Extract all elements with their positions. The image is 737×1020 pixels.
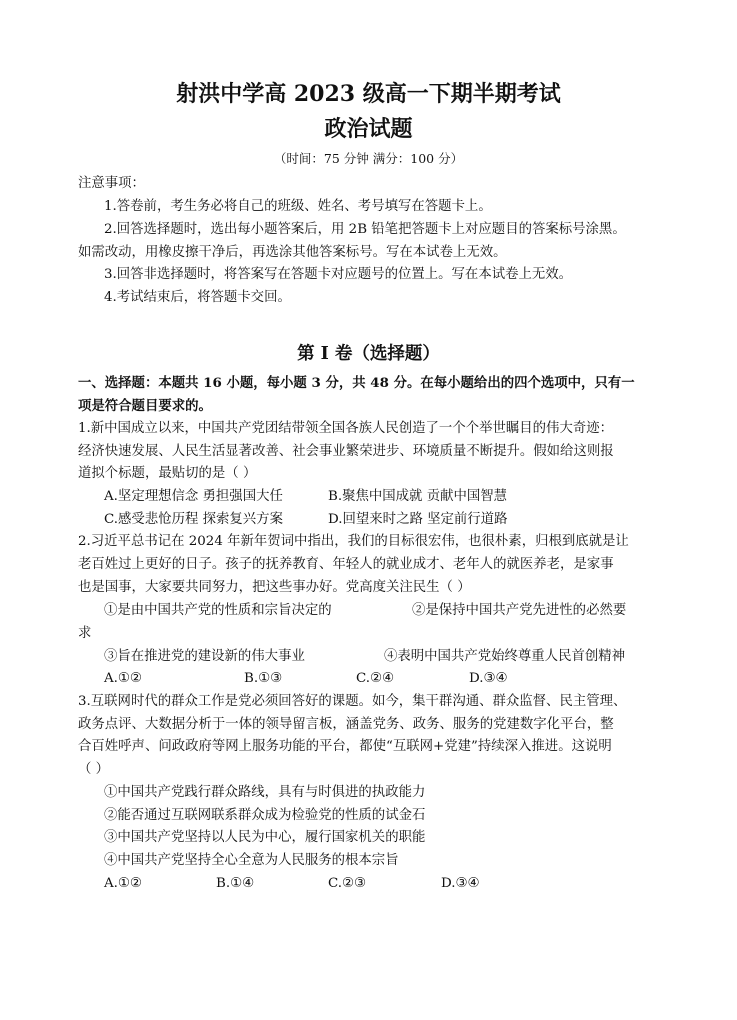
- notes-heading: 注意事项：: [78, 176, 145, 191]
- question-2-text: 也是国事，大家要共同努力，把这些事办好。党高度关注民生（ ）: [78, 580, 471, 595]
- section-instruction: 项是符合题目要求的。: [78, 398, 212, 414]
- question-1-option-d: D.回望来时之路 坚定前行道路: [328, 512, 508, 527]
- question-1-option-a: A.坚定理想信念 勇担强国大任: [104, 489, 283, 504]
- question-1-text: 1.新中国成立以来，中国共产党团结带领全国各族人民创造了一个个举世瞩目的伟大奇迹：: [78, 421, 614, 436]
- exam-title: 射洪中学高 2023 级高一下期半期考试: [176, 81, 561, 107]
- question-3-text: 3.互联网时代的群众工作是党必须回答好的课题。如今，集干群沟通、群众监督、民主管理、: [78, 694, 627, 709]
- note-item: 4.考试结束后，将答题卡交回。: [104, 290, 291, 305]
- question-2-statement: ①是由中国共产党的性质和宗旨决定的: [104, 603, 332, 618]
- note-item: 3.回答非选择题时，将答案写在答题卡对应题号的位置上。写在本试卷上无效。: [104, 267, 573, 282]
- question-1-option-c: C.感受悲怆历程 探索复兴方案: [104, 512, 283, 527]
- question-2-statement: ②是保持中国共产党先进性的必然要: [412, 603, 627, 618]
- question-1-text: 道拟个标题，最贴切的是（ ）: [78, 466, 257, 481]
- note-item: 1.答卷前，考生务必将自己的班级、姓名、考号填写在答题卡上。: [104, 199, 492, 214]
- question-2-statement: 求: [78, 626, 92, 641]
- question-3-text: （ ）: [78, 762, 110, 777]
- question-2-statement: ④表明中国共产党始终尊重人民首创精神: [384, 649, 626, 664]
- question-2-option-a: A.①②: [104, 671, 142, 686]
- question-2-statement: ③旨在推进党的建设新的伟大事业: [104, 649, 305, 664]
- question-1-option-b: B.聚焦中国成就 贡献中国智慧: [328, 489, 508, 504]
- question-2-option-c: C.②④: [356, 671, 395, 686]
- subject-title: 政治试题: [324, 116, 413, 142]
- question-2-option-d: D.③④: [469, 671, 508, 686]
- question-2-text: 老百姓过上更好的日子。孩子的抚养教育、年轻人的就业成才、老年人的就医养老，是家事: [78, 557, 614, 572]
- question-3-option-b: B.①④: [216, 876, 255, 891]
- question-3-option-a: A.①②: [104, 876, 142, 891]
- question-2-text: 2.习近平总书记在 2024 年新年贺词中指出，我们的目标很宏伟，也很朴素，归根到底就是让: [78, 534, 629, 549]
- time-score-info: （时间：75 分钟 满分：100 分）: [273, 151, 464, 166]
- question-3-statement: ①中国共产党践行群众路线，具有与时俱进的执政能力: [104, 785, 426, 800]
- question-3-option-d: D.③④: [441, 876, 480, 891]
- section-title: 第 I 卷（选择题）: [297, 344, 440, 364]
- question-3-text: 政务点评、大数据分析于一体的领导留言板，涵盖党务、政务、服务的党建数字化平台，整: [78, 717, 614, 732]
- question-2-option-b: B.①③: [244, 671, 283, 686]
- question-3-text: 合百姓呼声、问政政府等网上服务功能的平台，都使“互联网+党建”持续深入推进。这说明: [78, 739, 612, 754]
- section-instruction: 一、选择题：本题共 16 小题，每小题 3 分，共 48 分。在每小题给出的四个选项中，只有一: [78, 375, 635, 391]
- question-3-option-c: C.②③: [328, 876, 367, 891]
- question-3-statement: ④中国共产党坚持全心全意为人民服务的根本宗旨: [104, 853, 399, 868]
- question-3-statement: ③中国共产党坚持以人民为中心，履行国家机关的职能: [104, 830, 426, 845]
- question-3-statement: ②能否通过互联网联系群众成为检验党的性质的试金石: [104, 808, 426, 823]
- note-item: 2.回答选择题时，选出每小题答案后，用 2B 铅笔把答题卡上对应题目的答案标号涂黑。: [104, 222, 626, 237]
- question-1-text: 经济快速发展、人民生活显著改善、社会事业繁荣进步、环境质量不断提升。假如给这则报: [78, 444, 614, 459]
- note-item: 如需改动，用橡皮擦干净后，再选涂其他答案标号。写在本试卷上无效。: [78, 245, 507, 260]
